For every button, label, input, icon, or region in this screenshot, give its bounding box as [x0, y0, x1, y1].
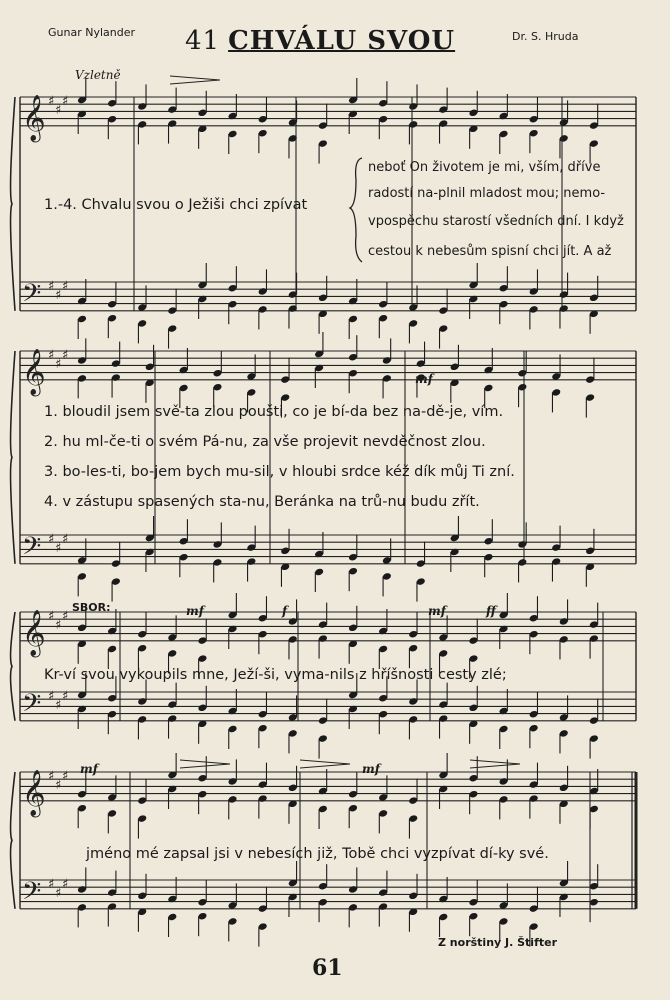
key-sharp: ♯ — [48, 279, 55, 294]
verses-intro-lead: 1.-4. Chvalu svou o Ježiši chci zpívat — [44, 197, 308, 213]
dynamic-ff: ff — [486, 604, 496, 618]
key-sharp: ♯ — [55, 778, 62, 793]
page-number: 61 — [312, 955, 343, 981]
key-sharp: ♯ — [48, 609, 55, 624]
verse-line-3: 3. bo-les-ti, bo-jem bych mu-sil, v hloubi srdce kéž dík můj Ti zní. — [44, 464, 515, 480]
tempo-marking: Vzletně — [75, 68, 121, 82]
decrescendo-hairpin — [180, 760, 230, 768]
dynamic-mf: mf — [186, 604, 204, 618]
intro-line-3: vpospěchu starostí všedních dní. I když — [368, 214, 624, 229]
system-brace — [11, 772, 15, 909]
verse-line-2: 2. hu ml-če-ti o svém Pá-nu, za vše projevit nevděčnost zlou. — [44, 434, 486, 450]
system-brace — [11, 612, 15, 721]
bass-clef: 𝄢 — [22, 877, 42, 912]
composer: Gunar Nylander — [48, 26, 136, 39]
intro-line-1: neboť On životem je mi, vším, dříve — [368, 160, 601, 175]
key-sharp: ♯ — [55, 698, 62, 713]
treble-clef: 𝄞 — [22, 95, 46, 141]
key-sharp: ♯ — [55, 886, 62, 901]
chorus-line-2: jméno mé zapsal jsi v nebesích již, Tobě chci vyzpívat dí-ky své. — [86, 846, 549, 862]
decrescendo-hairpin — [300, 760, 350, 768]
system-brace — [11, 97, 15, 311]
dynamic-mf: mf — [362, 762, 380, 776]
dynamic-f: f — [282, 604, 288, 618]
key-sharp: ♯ — [48, 877, 55, 892]
hymn-number: 41 — [185, 26, 221, 56]
hymn-title — [185, 26, 455, 56]
treble-clef: 𝄞 — [22, 349, 46, 395]
key-sharp: ♯ — [55, 541, 62, 556]
translation-credit: Z norštiny J. Štifter — [438, 936, 558, 949]
chorus-label: SBOR: — [72, 601, 111, 614]
key-sharp: ♯ — [62, 877, 69, 892]
treble-clef: 𝄞 — [22, 770, 46, 816]
dynamic-mf: mf — [80, 762, 98, 776]
lyrics-bracket — [350, 158, 362, 262]
key-sharp: ♯ — [48, 689, 55, 704]
key-sharp: ♯ — [62, 609, 69, 624]
dynamic-mf: mf — [428, 604, 446, 618]
intro-line-4: cestou k nebesům spisní chci jít. A až — [368, 244, 612, 259]
key-sharp: ♯ — [55, 288, 62, 303]
key-sharp: ♯ — [62, 532, 69, 547]
intro-line-2: radostí na-plnil mladost mou; nemo- — [368, 186, 606, 201]
key-sharp: ♯ — [62, 279, 69, 294]
hymn-name: CHVÁLU SVOU — [228, 26, 456, 56]
key-sharp: ♯ — [62, 689, 69, 704]
key-sharp: ♯ — [48, 532, 55, 547]
system-brace — [11, 351, 15, 564]
chorus-line-1: Kr-ví svou vykoupils mne, Ježí-ši, vyma-nils z hříšnosti cesty zlé; — [44, 667, 507, 683]
key-sharp: ♯ — [55, 618, 62, 633]
bass-clef: 𝄢 — [22, 689, 42, 724]
key-sharp: ♯ — [62, 348, 69, 363]
key-sharp: ♯ — [62, 769, 69, 784]
key-sharp: ♯ — [48, 94, 55, 109]
arranger: Dr. S. Hruda — [512, 30, 579, 43]
key-sharp: ♯ — [55, 357, 62, 372]
bass-clef: 𝄢 — [22, 532, 42, 567]
key-sharp: ♯ — [55, 103, 62, 118]
decrescendo-hairpin — [170, 76, 220, 84]
key-sharp: ♯ — [62, 94, 69, 109]
treble-clef: 𝄞 — [22, 610, 46, 656]
verse-line-1: 1. bloudil jsem svě-ta zlou poušti, co je bí-da bez na-dě-je, vím. — [44, 404, 504, 420]
verse-line-4: 4. v zástupu spasených sta-nu, Beránka na trů-nu budu zřít. — [44, 494, 480, 510]
dynamic-mf: mf — [415, 372, 433, 386]
key-sharp: ♯ — [48, 769, 55, 784]
key-sharp: ♯ — [48, 348, 55, 363]
bass-clef: 𝄢 — [22, 279, 42, 314]
